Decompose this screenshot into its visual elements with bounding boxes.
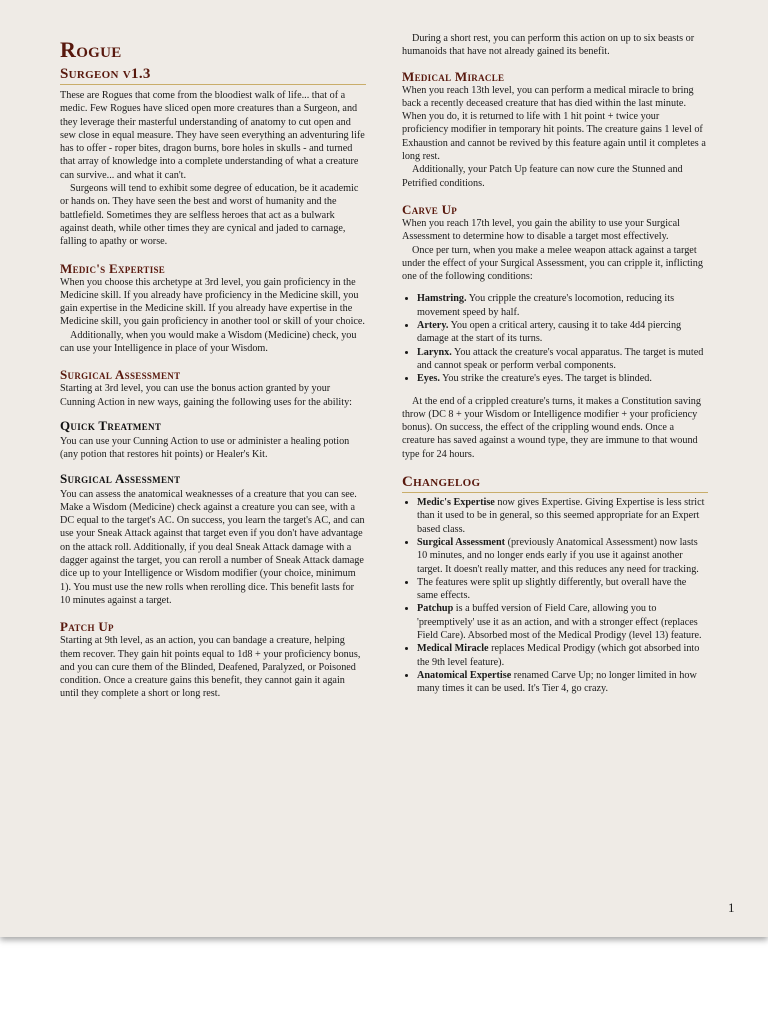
quick-treatment-text: You can use your Cunning Action to use or administer a healing potion (any potion that restores hit points) or Healer's Kit. [60, 435, 350, 461]
condition-name: Hamstring. [417, 293, 467, 305]
changelog-heading: Changelog [402, 474, 708, 493]
patch-up-continued: During a short rest, you can perform this action on up to six beasts or humanoids that have not already gained its benefit. [402, 33, 695, 58]
changelog-item-name: Medical Miracle [417, 643, 489, 655]
condition-text: You cripple the creature's locomotion, reducing its movement speed by half. [417, 293, 675, 318]
conditions-list [402, 292, 708, 385]
carve-up-heading: Carve Up [402, 201, 458, 217]
patch-up-text: Starting at 9th level, as an action, you can bandage a creature, helping them recover. They gain hit points equal to 1d8 + your proficiency bonus, and you can cure them of the Blinded, Deafened, Paralyzed, or Poisoned condition. Once a creature gains this benefit, they cannot gain it again until they complete a short or long rest. [60, 635, 361, 700]
assessment-subheading: Surgical Assessment [60, 470, 181, 486]
medical-miracle-text-2: Additionally, your Patch Up feature can now cure the Stunned and Petrified conditions. [402, 164, 683, 189]
list-item [417, 496, 708, 536]
condition-name: Artery. [417, 320, 449, 332]
patch-up-heading: Patch Up [60, 619, 114, 635]
medics-expertise-heading: Medic's Expertise [60, 260, 166, 276]
list-item [417, 576, 708, 603]
surgical-assessment-heading: Surgical Assessment [60, 367, 181, 383]
carve-up-text-2: Once per turn, when you make a melee weapon attack against a target under the effect of your Surgical Assessment, you can cripple it, inflicting one of the following conditions: [402, 244, 703, 283]
medics-expertise-text-2: Additionally, when you would make a Wisdom (Medicine) check, you can use your Intelligence in place of your Wisdom. [60, 329, 357, 355]
intro-paragraph-1: These are Rogues that come from the bloodiest walk of life... that of a medic. Few Rogues have sliced open more creatures than a Surgeon, and they leverage their masterful understanding of anatomy to cut open and sew close in equal measure. They have seen everything an adventuring life has to offer - roper bites, dragon burns, bore holes in skulls - and turned that array of knowledge into a complete understanding of what a creature can survive... and what it can't. [60, 90, 365, 181]
intro-paragraph-2: Surgeons will tend to exhibit some degree of education, be it academic or hands on. They have seen the best and worst of humanity and the battlefield. Sometimes they are selfless heroes that act as a bulwark against death, while other times they are cynical and jaded to carnage, falling to apathy or worse. [60, 183, 359, 248]
carve-up-text-1: When you reach 17th level, you gain the ability to use your Surgical Assessment to determine how to disable a target most effectively. [402, 217, 680, 243]
list-item [417, 669, 708, 696]
changelog-item-text: replaces Medical Prodigy (which got absorbed into the 9th level feature). [417, 643, 700, 668]
list-item [417, 346, 708, 373]
changelog-item-name: Medic's Expertise [417, 497, 495, 509]
changelog-item-text: is a buffed version of Field Care, allowing you to 'preemptively' use it as an action, and with a stronger effect (replaces Field Care). Absorbed most of the Medical Prodigy (level 13) feature. [417, 603, 702, 641]
condition-name: Eyes. [417, 373, 440, 385]
list-item [417, 319, 708, 346]
surgical-assessment-text: Starting at 3rd level, you can use the bonus action granted by your Cunning Action in new ways, gaining the following uses for the ability: [60, 383, 353, 408]
page-number: 1 [728, 900, 735, 915]
page-title: Rogue [60, 37, 122, 62]
changelog-list [402, 496, 708, 695]
medical-miracle-text-1: When you reach 13th level, you can perform a medical miracle to bring back a recently deceased creature that has died within the last minute. When you do, it is returned to life with 1 hit point + twice your proficiency modifier in temporary hit points. The creature gains 1 level of Exhaustion and cannot be revived by this feature again until it completes a long rest. [402, 84, 706, 163]
subtitle: Surgeon v1.3 [60, 66, 366, 85]
medical-miracle-heading: Medical Miracle [402, 68, 505, 84]
list-item [417, 602, 708, 642]
condition-name: Larynx. [417, 346, 452, 358]
list-item [417, 372, 708, 385]
changelog-item-name: Surgical Assessment [417, 536, 506, 548]
left-column [60, 0, 366, 701]
list-item [417, 642, 708, 669]
condition-text: You attack the creature's vocal apparatus. The target is muted and cannot speak or perform verbal components. [417, 346, 704, 371]
assessment-text: You can assess the anatomical weaknesses of a creature that you can see. Make a Wisdom (Medicine) check against a creature you can see, with a DC equal to the target's AC. On success, you learn the target's AC, and can use your Sneak Attack against that target even if you don't have advantage on the attack roll. Additionally, if you deal Sneak Attack damage with a dagger against the target, you can reroll a number of Sneak Attack damage dice up to your Intelligence or Wisdom modifier (your choice, minimum 1). You must use the new rolls when rerolling dice. This benefit lasts for 10 minutes against a target. [60, 488, 365, 606]
list-item [417, 536, 708, 576]
changelog-item-text: now gives Expertise. Giving Expertise is less strict than it used to be in general, so this seemed appropriate for an Expert based class. [417, 497, 705, 535]
changelog-item-text: (previously Anatomical Assessment) now lasts 10 minutes, and no longer ends early if you use it against another target. It doesn't really matter, and this reduces any need for tracking. [417, 536, 699, 575]
list-item [417, 292, 708, 319]
changelog-item-name: Patchup [417, 603, 454, 615]
right-column [402, 0, 708, 695]
medics-expertise-text-1: When you choose this archetype at 3rd level, you gain proficiency in the Medicine skill. If you already have proficiency in the Medicine skill, you gain expertise in the Medicine skill. If you already have expertise in the Medicine skill, you gain proficiency in another tool or skill of your choice. [60, 276, 365, 328]
condition-text: You open a critical artery, causing it to take 4d4 piercing damage at the start of its turns. [417, 320, 682, 345]
changelog-item-name: Anatomical Expertise [417, 669, 512, 681]
carve-up-closing: At the end of a crippled creature's turns, it makes a Constitution saving throw (DC 8 + your Wisdom or Intelligence modifier + your proficiency bonus). On success, the effect of the crippling wound ends. Once a creature has saved against a wound type, they are immune to that wound type for 24 hours. [402, 395, 701, 460]
changelog-item-text: The features were split up slightly differently, but overall have the same effects. [417, 576, 687, 602]
condition-text: You strike the creature's eyes. The target is blinded. [439, 373, 652, 385]
changelog-item-text: renamed Carve Up; no longer limited in how many times it can be used. It's Tier 4, go crazy. [417, 669, 697, 695]
quick-treatment-heading: Quick Treatment [60, 417, 162, 433]
